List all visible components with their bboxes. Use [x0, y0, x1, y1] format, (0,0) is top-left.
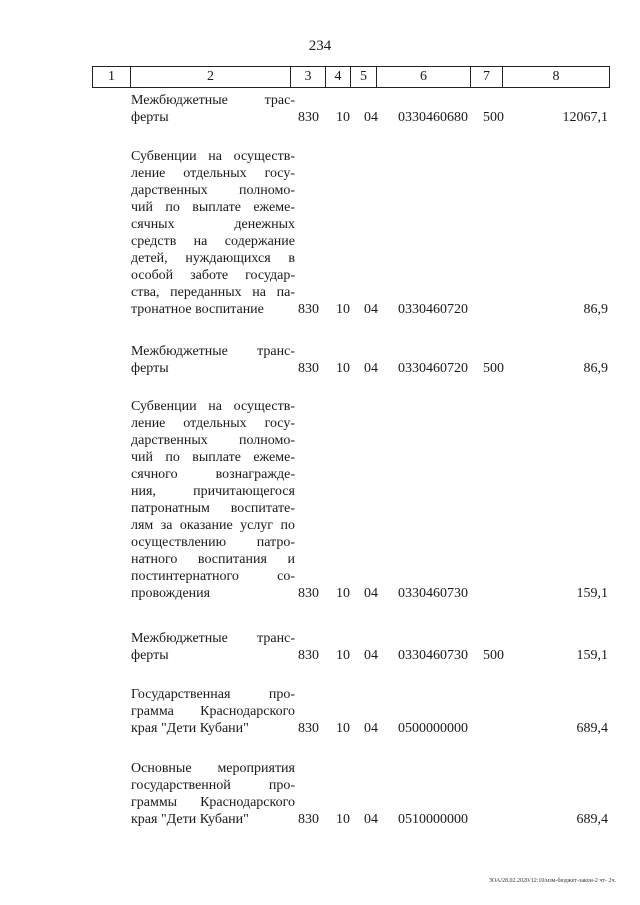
row-c6-value: 0330460680: [398, 110, 468, 125]
row-c6-value: 0330460720: [398, 302, 468, 317]
row-c6-value: 0330460720: [398, 361, 468, 376]
row-c3-value: 830: [298, 361, 319, 376]
row-description: [131, 630, 295, 664]
description-line: средств на содержание: [131, 234, 295, 249]
description-line: Государственная про-: [131, 687, 295, 702]
row-description: [131, 343, 295, 377]
description-line: постинтернатного со-: [131, 569, 295, 584]
row-c5-value: 04: [364, 361, 378, 376]
description-line: Субвенции на осуществ-: [131, 149, 295, 164]
row-c3-value: 830: [298, 302, 319, 317]
page-number: 234: [308, 38, 332, 54]
description-line: ства, переданных на па-: [131, 285, 295, 300]
row-c5-value: 04: [364, 648, 378, 663]
row-description: [131, 92, 295, 126]
footer-stamp: ЗОА/28.02.2020/12:10/изм-бюджет-закон-2 чт- 2ч.: [489, 878, 616, 884]
header-col-4: 4: [325, 67, 350, 87]
description-line: Межбюджетные транс-: [131, 631, 295, 646]
row-c4-value: 10: [336, 721, 350, 736]
description-line: края "Дети Кубани": [131, 812, 249, 827]
row-c8-value: 86,9: [583, 302, 608, 317]
row-c4-value: 10: [336, 110, 350, 125]
header-col-7: 7: [470, 67, 502, 87]
description-line: ферты: [131, 361, 169, 376]
row-c7-value: 500: [483, 361, 504, 376]
description-line: чий по выплате ежеме-: [131, 450, 295, 465]
description-line: особой заботе государ-: [131, 268, 295, 283]
row-c3-value: 830: [298, 721, 319, 736]
row-c6-value: 0330460730: [398, 586, 468, 601]
row-c6-value: 0500000000: [398, 721, 468, 736]
description-line: Межбюджетные транс-: [131, 344, 295, 359]
description-line: ферты: [131, 110, 169, 125]
row-c4-value: 10: [336, 361, 350, 376]
description-line: сячных денежных: [131, 217, 295, 232]
row-c6-value: 0330460730: [398, 648, 468, 663]
row-c3-value: 830: [298, 586, 319, 601]
row-c4-value: 10: [336, 302, 350, 317]
row-c3-value: 830: [298, 110, 319, 125]
row-c8-value: 689,4: [576, 812, 608, 827]
row-c3-value: 830: [298, 812, 319, 827]
description-line: чий по выплате ежеме-: [131, 200, 295, 215]
description-line: ния, причитающегося: [131, 484, 295, 499]
description-line: патронатным воспитате-: [131, 501, 295, 516]
row-c5-value: 04: [364, 110, 378, 125]
row-c5-value: 04: [364, 812, 378, 827]
description-line: осуществлению патро-: [131, 535, 295, 550]
description-line: края "Дети Кубани": [131, 721, 249, 736]
header-col-1: 1: [108, 69, 115, 84]
row-c5-value: 04: [364, 302, 378, 317]
description-line: провождения: [131, 586, 211, 601]
row-description: [131, 760, 295, 828]
description-line: грамма Краснодарского: [131, 704, 295, 719]
description-line: граммы Краснодарского: [131, 795, 295, 810]
row-c5-value: 04: [364, 586, 378, 601]
description-line: Межбюджетные трас-: [131, 93, 295, 108]
description-line: Основные мероприятия: [131, 761, 295, 776]
row-c8-value: 159,1: [576, 648, 608, 663]
row-c3-value: 830: [298, 648, 319, 663]
row-c5-value: 04: [364, 721, 378, 736]
description-line: дарственных полномо-: [131, 183, 295, 198]
row-c8-value: 86,9: [583, 361, 608, 376]
row-c4-value: 10: [336, 586, 350, 601]
description-line: Субвенции на осуществ-: [131, 399, 295, 414]
description-line: лям за оказание услуг по: [131, 518, 295, 533]
header-col-8: 8: [502, 67, 609, 87]
description-line: сячного вознагражде-: [131, 467, 295, 482]
row-c4-value: 10: [336, 812, 350, 827]
row-description: [131, 686, 295, 737]
row-c7-value: 500: [483, 648, 504, 663]
description-line: ферты: [131, 648, 169, 663]
description-line: тронатное воспитание: [131, 302, 264, 317]
header-col-6: 6: [376, 67, 470, 87]
header-col-3: 3: [290, 67, 325, 87]
row-c6-value: 0510000000: [398, 812, 468, 827]
row-c8-value: 12067,1: [562, 110, 608, 125]
description-line: дарственных полномо-: [131, 433, 295, 448]
header-col-5: 5: [350, 67, 376, 87]
header-col-2: 2: [130, 67, 290, 87]
row-description: [131, 398, 295, 602]
description-line: государственной про-: [131, 778, 295, 793]
description-line: натного воспитания и: [131, 552, 295, 567]
table-header: [92, 66, 610, 88]
row-c8-value: 689,4: [576, 721, 608, 736]
description-line: ление отдельных госу-: [131, 416, 295, 431]
description-line: детей, нуждающихся в: [131, 251, 295, 266]
description-line: ление отдельных госу-: [131, 166, 295, 181]
row-c8-value: 159,1: [576, 586, 608, 601]
row-c4-value: 10: [336, 648, 350, 663]
row-description: [131, 148, 295, 318]
row-c7-value: 500: [483, 110, 504, 125]
